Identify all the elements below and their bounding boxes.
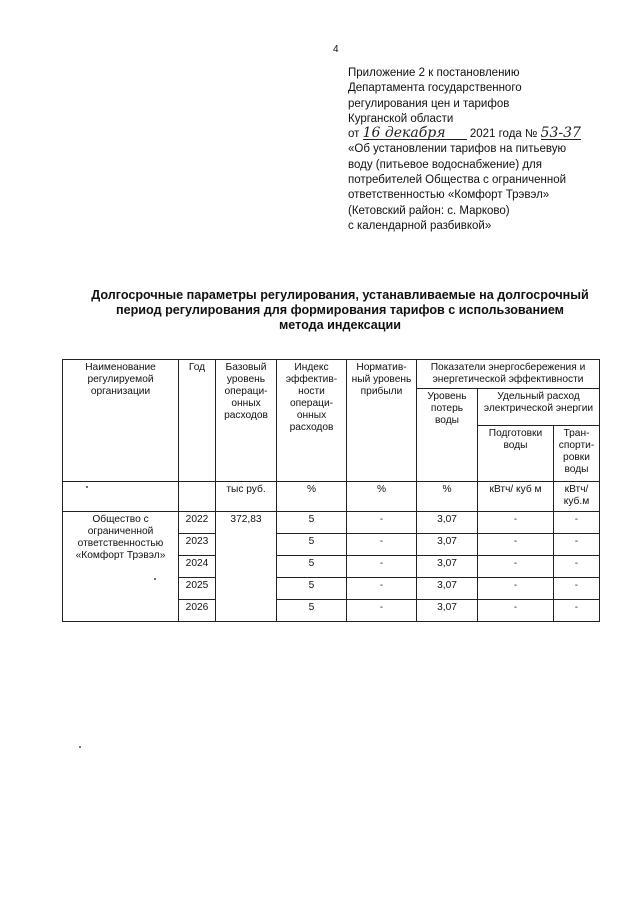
header-year: Год (179, 360, 216, 482)
row-profit: - (347, 600, 417, 622)
header-loss-level: Уровень потерь воды (417, 389, 478, 482)
page-number: 4 (333, 44, 339, 55)
row-year: 2022 (179, 512, 216, 534)
unit-year-empty (179, 482, 216, 512)
header-base-level: Базовый уровень операци-онных расходов (216, 360, 277, 482)
handwritten-number: 53-37 (540, 125, 581, 142)
unit-base-level: тыс руб. (216, 482, 277, 512)
header-efficiency-index: Индекс эффектив-ности операци-онных расходов (277, 360, 347, 482)
unit-preparation: кВтч/ куб м (478, 482, 554, 512)
row-year: 2023 (179, 534, 216, 556)
subject-line: (Кетовский район: с. Марково) (348, 204, 510, 217)
row-loss: 3,07 (417, 512, 478, 534)
year-text: 2021 года № (469, 128, 538, 141)
row-preparation: - (478, 578, 554, 600)
row-profit: - (347, 512, 417, 534)
row-transport: - (554, 534, 600, 556)
row-preparation: - (478, 512, 554, 534)
regulation-parameters-table (62, 359, 600, 622)
row-index: 5 (277, 534, 347, 556)
row-preparation: - (478, 556, 554, 578)
document-title (60, 288, 620, 333)
from-label: от (348, 128, 360, 141)
row-loss: 3,07 (417, 600, 478, 622)
row-profit: - (347, 578, 417, 600)
unit-profit-norm: % (347, 482, 417, 512)
subject-line: ответственностью «Комфорт Трэвэл» (348, 189, 550, 202)
subject-line: «Об установлении тарифов на питьевую (348, 143, 567, 156)
organization-name: Общество с ограниченной ответственностью «Комфорт Трэвэл» (63, 512, 179, 622)
base-level-value: 372,83 (216, 512, 277, 622)
appendix-line: Курганской области (348, 112, 454, 125)
header-profit-norm: Норматив-ный уровень прибыли (347, 360, 417, 482)
row-index: 5 (277, 512, 347, 534)
row-index: 5 (277, 600, 347, 622)
title-line: Долгосрочные параметры регулирования, устанавливаемые на долгосрочный (91, 288, 589, 302)
header-preparation: Подготовки воды (478, 426, 554, 482)
table-row (63, 512, 600, 534)
scan-speck (154, 578, 156, 580)
row-preparation: - (478, 534, 554, 556)
appendix-block (348, 66, 638, 234)
title-line: период регулирования для формирования тарифов с использованием (116, 303, 564, 317)
row-year: 2026 (179, 600, 216, 622)
row-loss: 3,07 (417, 578, 478, 600)
unit-org-empty (63, 482, 179, 512)
handwritten-date: 16 декабря (363, 127, 467, 140)
unit-transport: кВтч/ куб.м (554, 482, 600, 512)
appendix-line: регулирования цен и тарифов (348, 97, 510, 110)
subject-line: воду (питьевое водоснабжение) для (348, 158, 542, 171)
row-transport: - (554, 556, 600, 578)
subject-line: потребителей Общества с ограниченной (348, 174, 567, 187)
row-preparation: - (478, 600, 554, 622)
row-year: 2025 (179, 578, 216, 600)
row-loss: 3,07 (417, 534, 478, 556)
appendix-line: Департамента государственного (348, 82, 522, 95)
row-profit: - (347, 534, 417, 556)
row-transport: - (554, 512, 600, 534)
unit-efficiency-index: % (277, 482, 347, 512)
scan-speck (79, 746, 81, 748)
header-specific-consumption: Удельный расход электрической энергии (478, 389, 600, 426)
header-org-name: Наименование регулируемой организации (63, 360, 179, 482)
row-transport: - (554, 600, 600, 622)
row-index: 5 (277, 556, 347, 578)
subject-line: с календарной разбивкой» (348, 219, 492, 232)
date-line (348, 127, 638, 142)
scan-speck (86, 486, 88, 488)
unit-loss-level: % (417, 482, 478, 512)
row-index: 5 (277, 578, 347, 600)
row-profit: - (347, 556, 417, 578)
row-transport: - (554, 578, 600, 600)
appendix-line: Приложение 2 к постановлению (348, 67, 520, 79)
title-line: метода индексации (278, 318, 402, 332)
row-year: 2024 (179, 556, 216, 578)
header-energy-group: Показатели энергосбережения и энергетической эффективности (417, 360, 600, 389)
header-transport: Тран-спорти-ровки воды (554, 426, 600, 482)
row-loss: 3,07 (417, 556, 478, 578)
